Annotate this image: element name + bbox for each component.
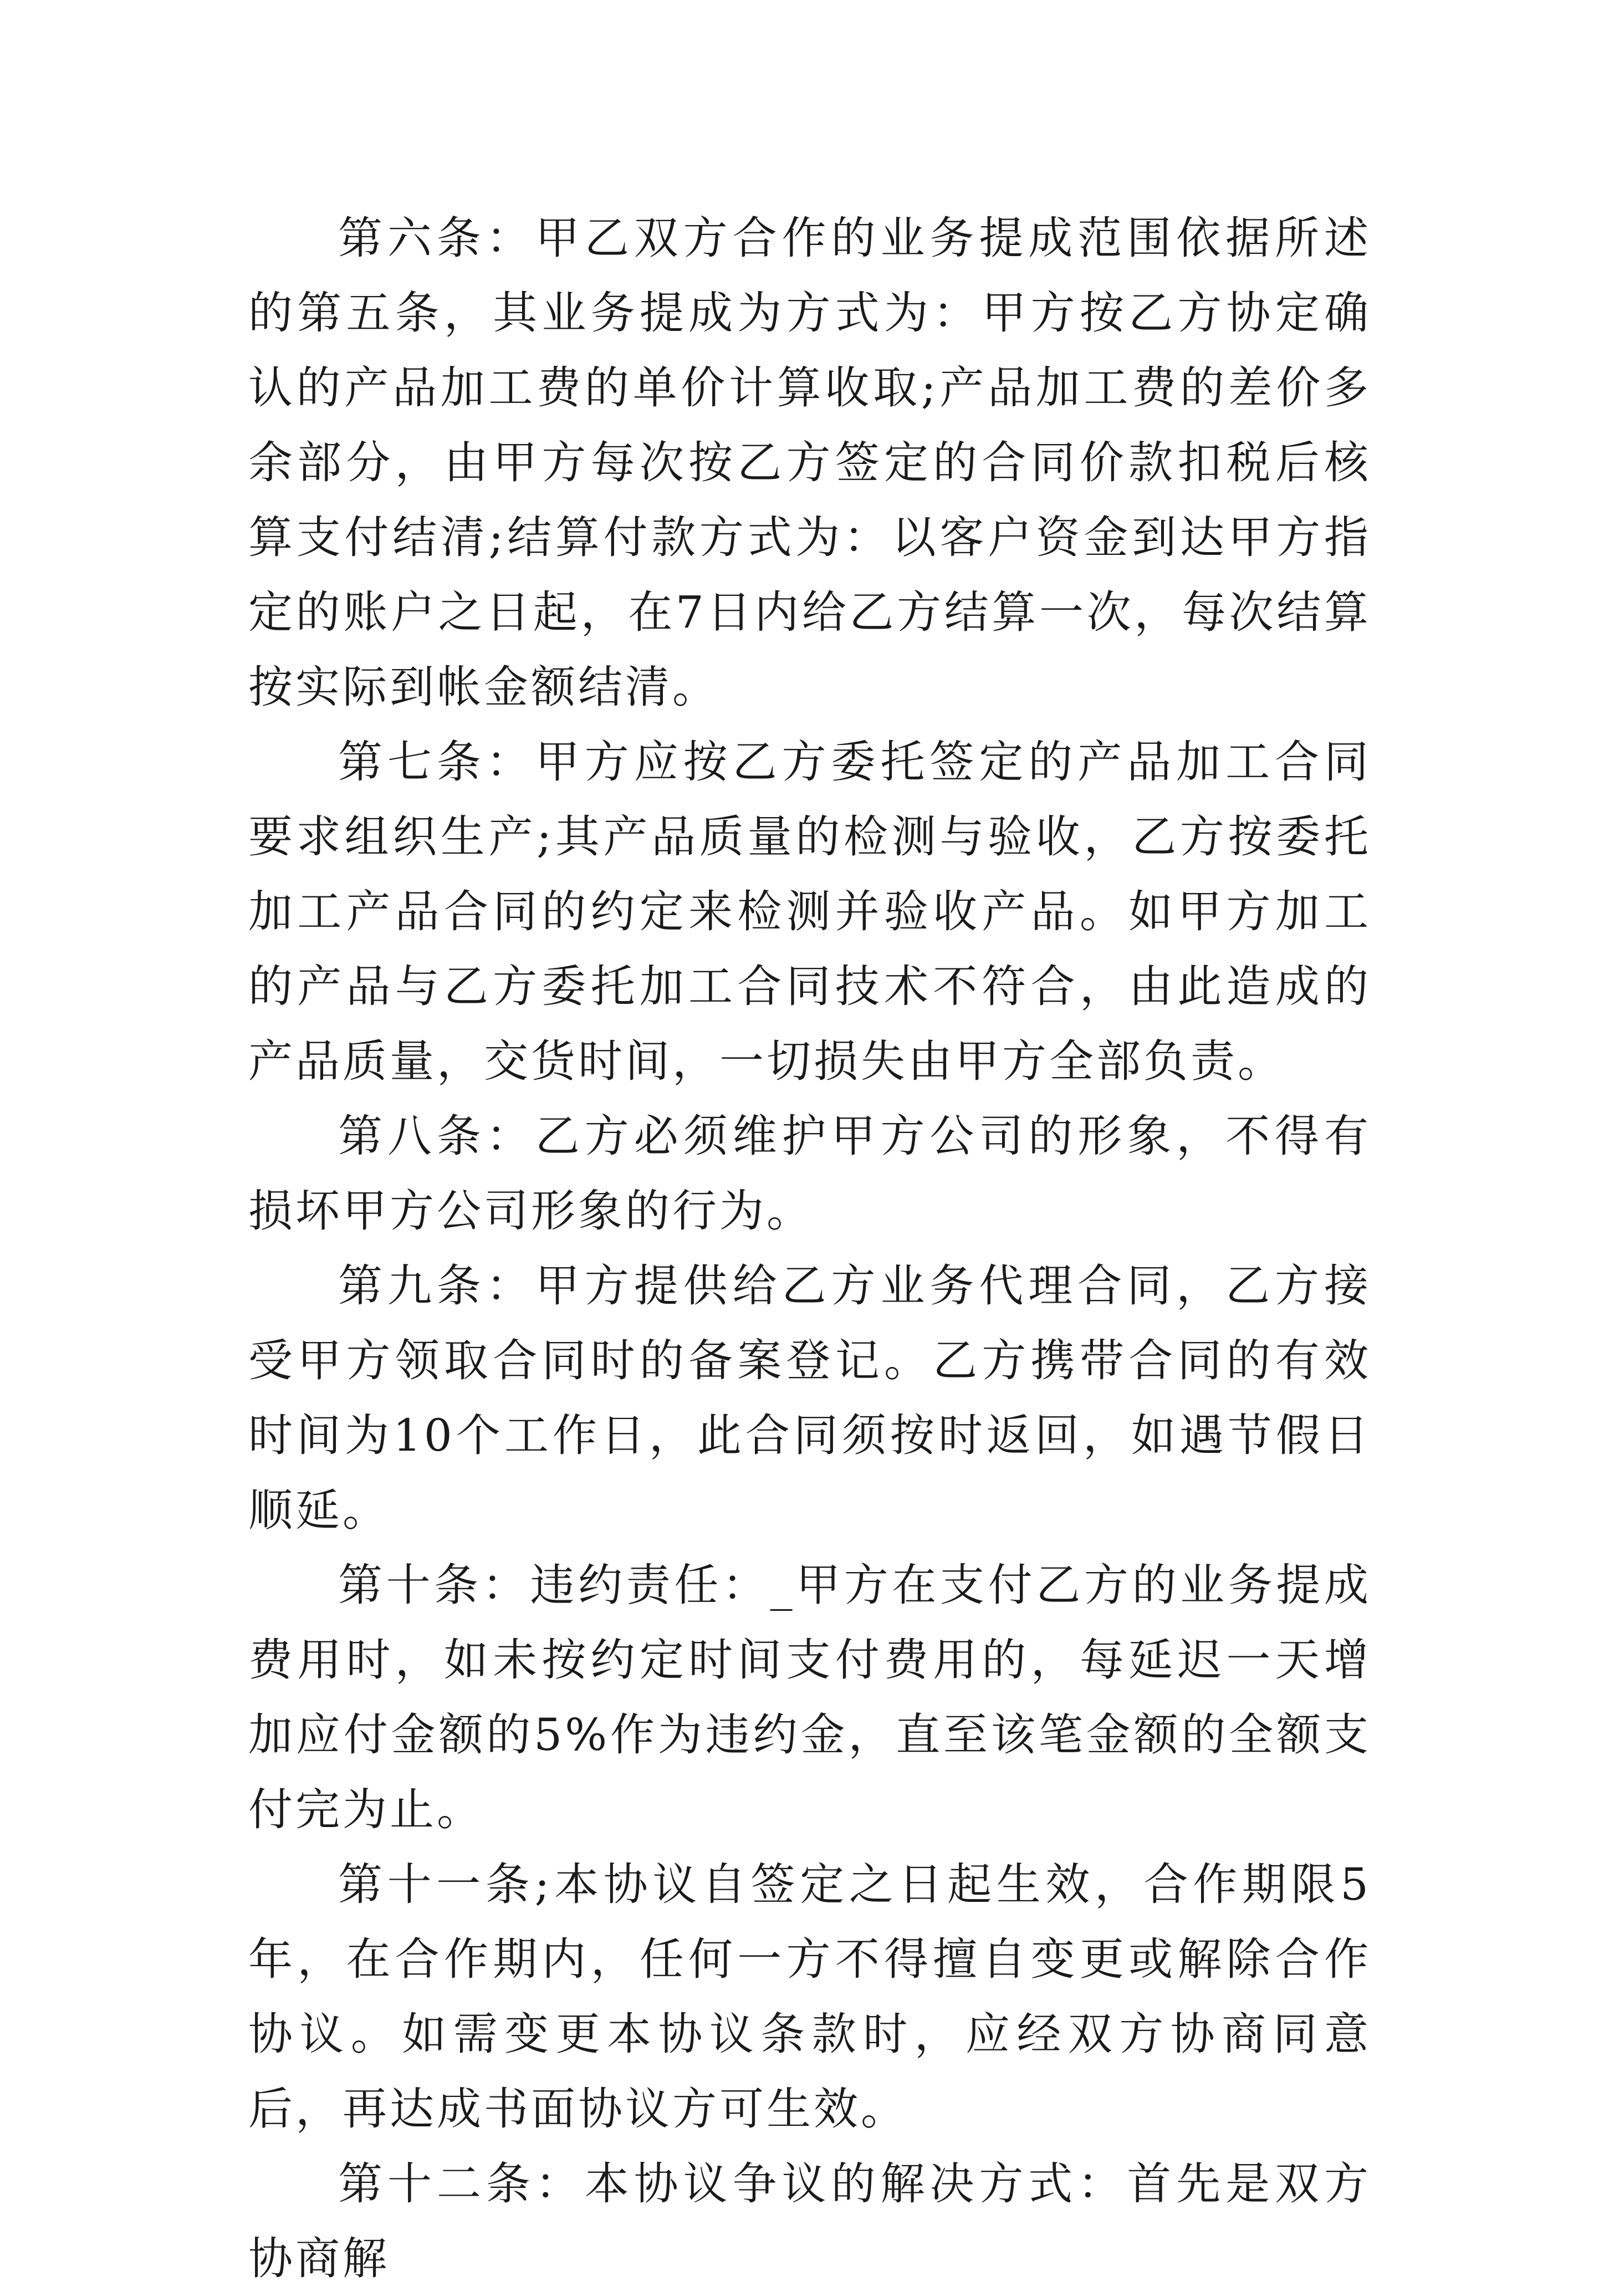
article-8-paragraph: 第八条：乙方必须维护甲方公司的形象，不得有损坏甲方公司形象的行为。 — [248, 1110, 1371, 1237]
article-6-paragraph: 第六条：甲乙双方合作的业务提成范围依据所述的第五条，其业务提成为方式为：甲方按乙方协定确认的产品加工费的单价计算收取;产品加工费的差价多余部分，由甲方每次按乙方签定的合同价款扣税后核算支付结清;结算付款方式为：以客户资金到达甲方指定的账户之日起，在7日内给乙方结算一次，每次结算按实际到帐金额结清。 — [248, 212, 1371, 713]
contract-body — [248, 201, 1371, 2296]
article-11-paragraph: 第十一条;本协议自签定之日起生效，合作期限5年，在合作期内，任何一方不得擅自变更或解除合作协议。如需变更本协议条款时，应经双方协商同意后，再达成书面协议方可生效。 — [248, 1859, 1371, 2135]
article-12-paragraph: 第十二条：本协议争议的解决方式：首先是双方协商解 — [248, 2158, 1371, 2284]
article-9-paragraph: 第九条：甲方提供给乙方业务代理合同，乙方接受甲方领取合同时的备案登记。乙方携带合同的有效时间为10个工作日，此合同须按时返回，如遇节假日顺延。 — [248, 1260, 1371, 1536]
article-7-paragraph: 第七条：甲方应按乙方委托签定的产品加工合同要求组织生产;其产品质量的检测与验收，乙方按委托加工产品合同的约定来检测并验收产品。如甲方加工的产品与乙方委托加工合同技术不符合，由此造成的产品质量，交货时间，一切损失由甲方全部负责。 — [248, 736, 1371, 1087]
article-10-paragraph: 第十条：违约责任：_甲方在支付乙方的业务提成费用时，如未按约定时间支付费用的，每延迟一天增加应付金额的5%作为违约金，直至该笔金额的全额支付完为止。 — [248, 1559, 1371, 1835]
